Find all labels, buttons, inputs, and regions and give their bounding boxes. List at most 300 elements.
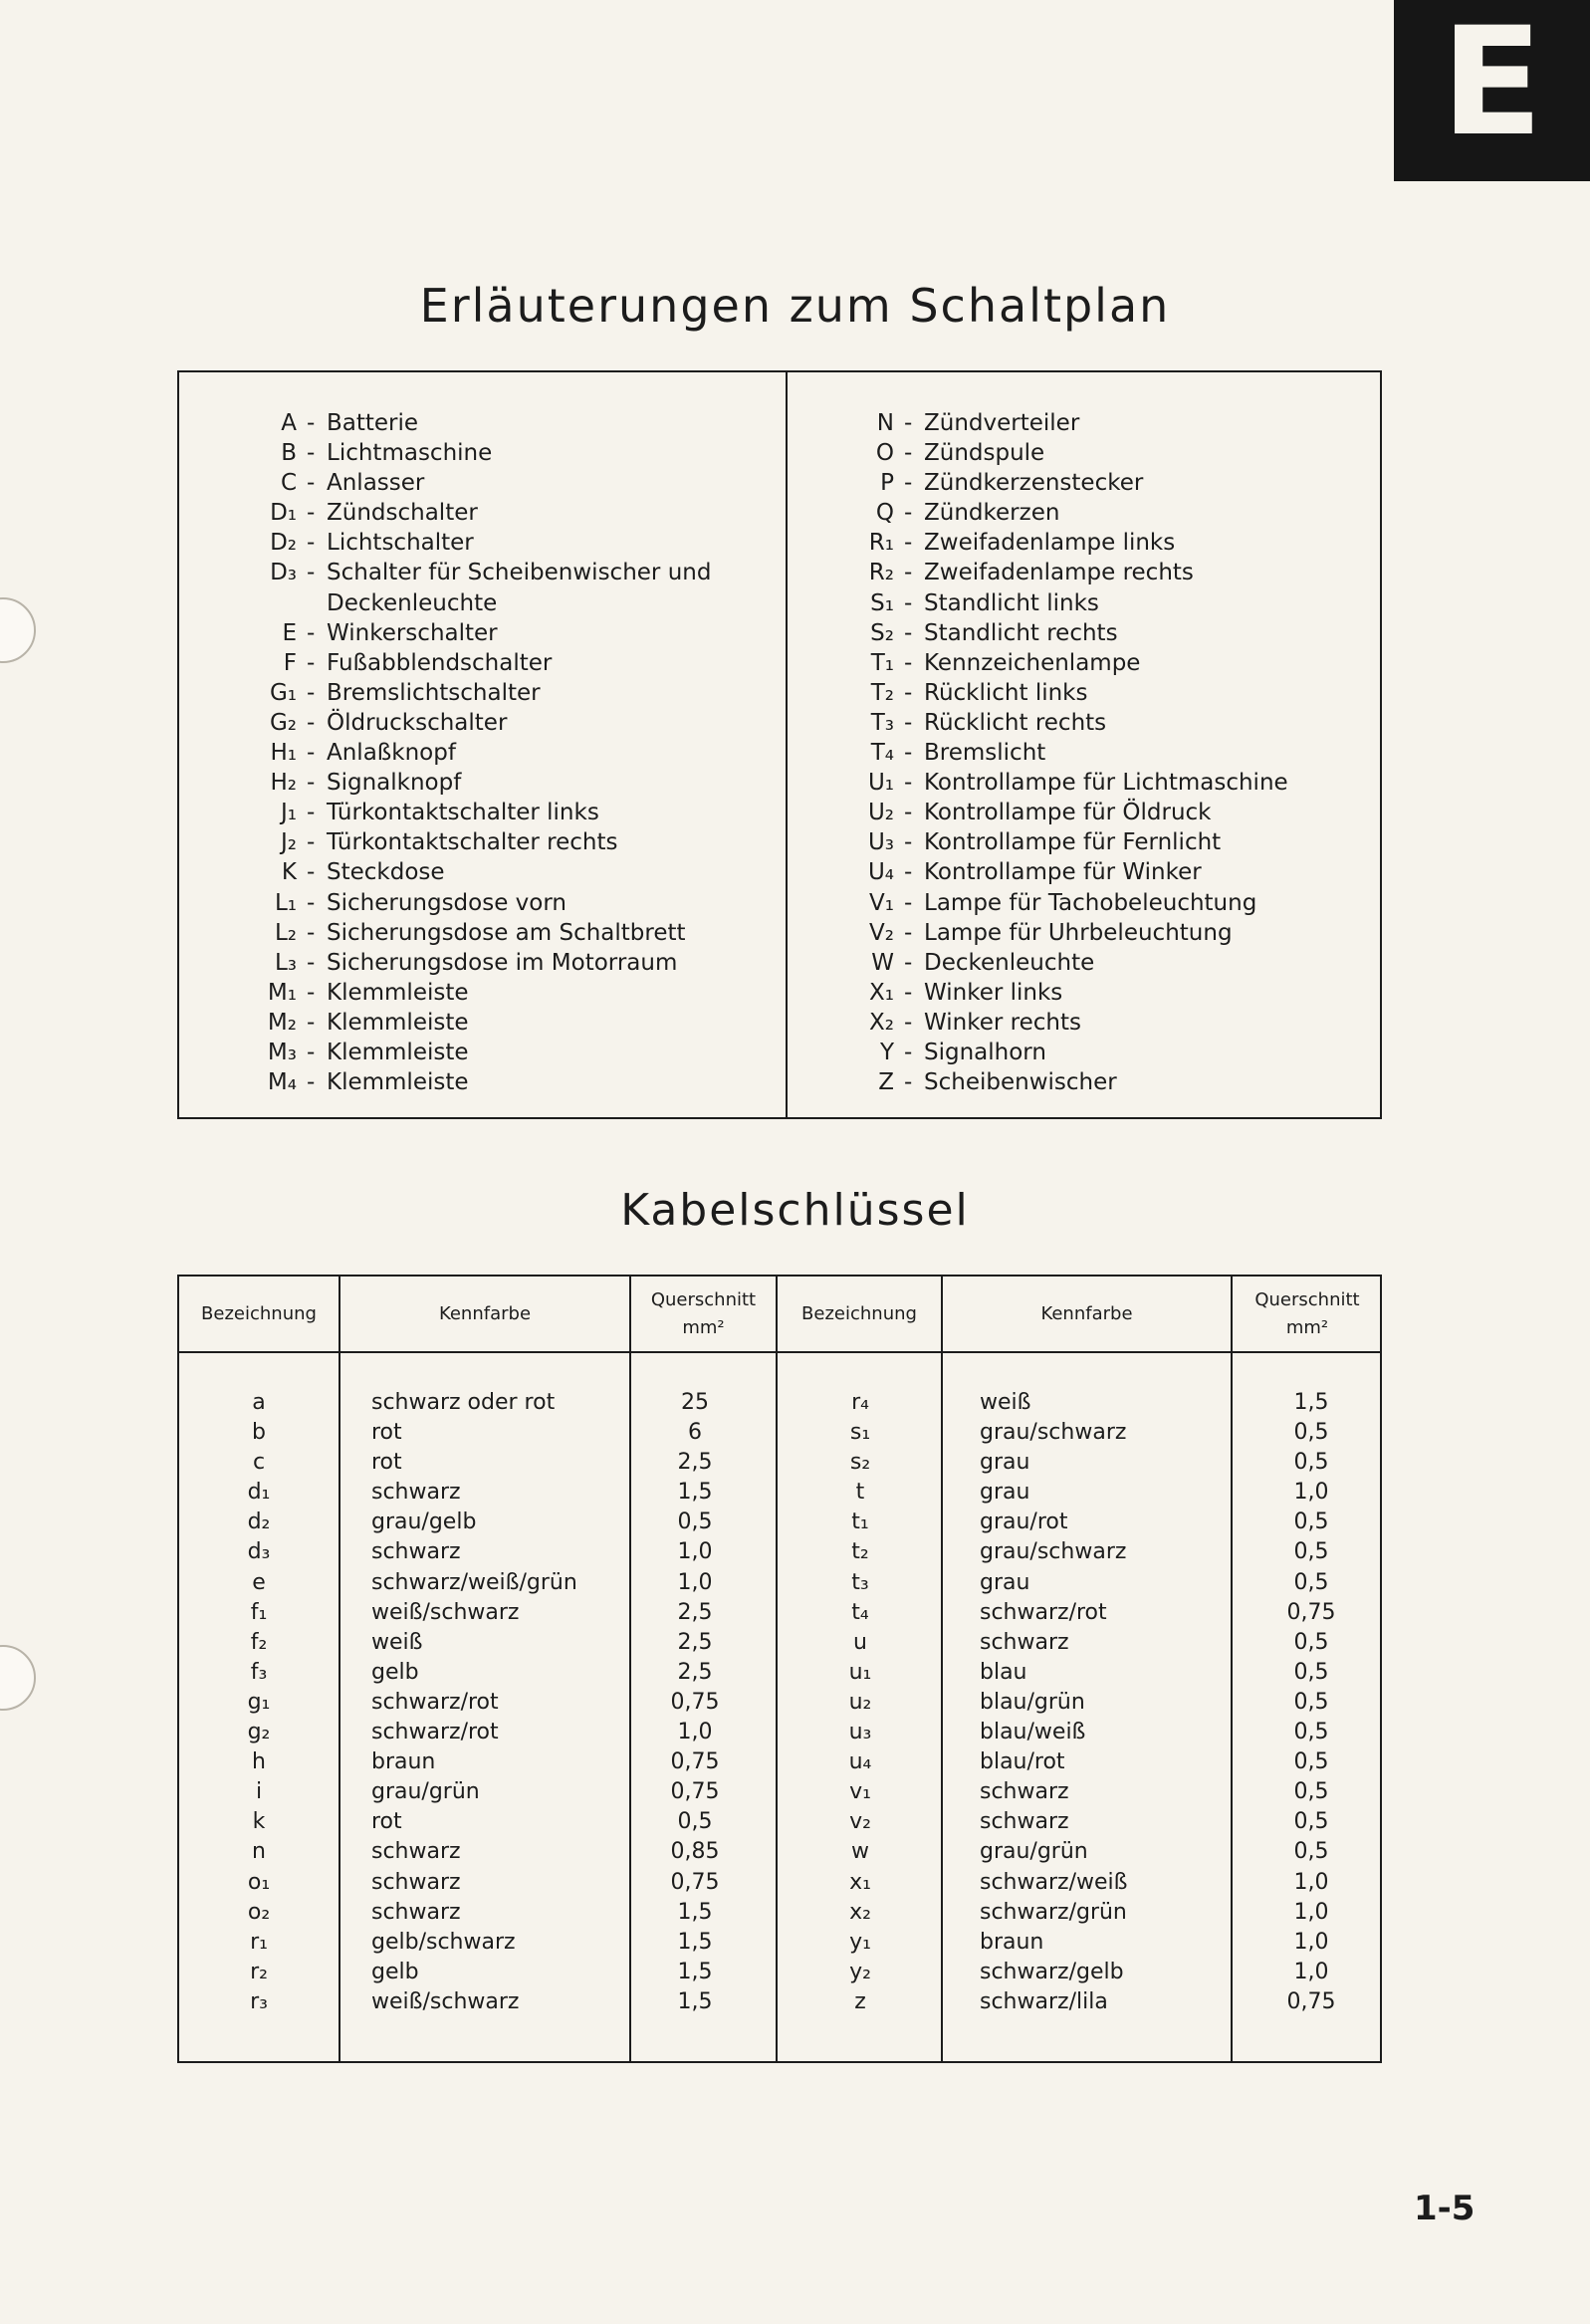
cable-cross-section: 0,5 — [1293, 1629, 1329, 1655]
cable-key-table — [177, 1275, 1382, 2063]
legend-item — [852, 857, 1370, 887]
legend-dash: - — [904, 979, 913, 1006]
cable-color: schwarz — [371, 1899, 461, 1925]
legend-code: U₄ — [867, 859, 894, 886]
cable-color: weiß/schwarz — [371, 1599, 520, 1625]
cable-designation: t — [855, 1480, 865, 1506]
legend-code: T₄ — [870, 740, 894, 767]
legend-description: Zündverteiler — [924, 410, 1080, 436]
table-row — [179, 1868, 1380, 1898]
cable-designation: x₂ — [849, 1899, 871, 1925]
legend-item — [255, 948, 753, 978]
legend-description: Deckenleuchte — [924, 949, 1095, 976]
table-row — [179, 1807, 1380, 1837]
cable-cross-section: 0,5 — [1293, 1510, 1329, 1535]
header-querschnitt-unit: mm² — [682, 1316, 725, 1338]
cable-designation: v₂ — [849, 1809, 871, 1835]
legend-dash: - — [307, 500, 316, 527]
legend-description: Kontrollampe für Öldruck — [924, 800, 1212, 826]
cable-cross-section: 0,5 — [1293, 1689, 1329, 1715]
legend-dash: - — [307, 800, 316, 826]
table-row — [179, 1958, 1380, 1987]
cable-cross-section: 0,5 — [1293, 1749, 1329, 1775]
table-row — [179, 1747, 1380, 1777]
legend-code: L₂ — [274, 919, 297, 946]
legend-description: Sicherungsdose im Motorraum — [327, 949, 678, 976]
table-row — [179, 1537, 1380, 1567]
legend-dash: - — [904, 649, 913, 676]
cable-color: schwarz/rot — [371, 1689, 499, 1715]
cable-color: schwarz/rot — [980, 1599, 1107, 1625]
legend-item — [852, 618, 1370, 648]
cable-designation: y₁ — [849, 1929, 871, 1955]
cable-designation: v₁ — [849, 1779, 871, 1805]
cable-cross-section: 1,5 — [677, 1480, 713, 1506]
cable-cross-section: 2,5 — [677, 1659, 713, 1685]
legend-dash: - — [904, 500, 913, 527]
legend-code: L₁ — [274, 889, 297, 916]
legend-item — [255, 678, 753, 708]
legend-description: Öldruckschalter — [327, 709, 508, 736]
cable-color: grau/gelb — [371, 1510, 477, 1535]
cable-color: gelb — [371, 1659, 419, 1685]
legend-code: D₂ — [270, 530, 297, 557]
cable-designation: t₁ — [851, 1510, 869, 1535]
cable-designation: f₁ — [250, 1599, 268, 1625]
table-row — [179, 1568, 1380, 1598]
table-row — [179, 1688, 1380, 1718]
legend-code: J₂ — [280, 829, 297, 856]
cable-color: blau — [980, 1659, 1027, 1685]
cable-designation: s₂ — [849, 1450, 871, 1476]
cable-designation: g₂ — [247, 1720, 271, 1745]
legend-code: U₃ — [867, 829, 894, 856]
header-querschnitt-right — [1233, 1277, 1382, 1351]
cable-cross-section: 0,75 — [670, 1869, 720, 1895]
legend-item — [255, 798, 753, 827]
legend-code: K — [281, 859, 297, 886]
header-querschnitt-label: Querschnitt — [650, 1288, 757, 1310]
legend-dash: - — [904, 889, 913, 916]
legend-code: V₁ — [869, 889, 894, 916]
legend-item — [852, 918, 1370, 948]
cable-color: grau — [980, 1569, 1030, 1595]
legend-item — [852, 888, 1370, 918]
legend-description: Türkontaktschalter links — [327, 800, 599, 826]
cable-designation: x₁ — [849, 1869, 871, 1895]
legend-item — [255, 528, 753, 558]
legend-item — [852, 438, 1370, 468]
legend-code: W — [871, 949, 894, 976]
legend-description: Klemmleiste — [327, 1009, 469, 1036]
cable-designation: d₁ — [247, 1480, 271, 1506]
legend-code: U₁ — [867, 770, 894, 797]
legend-dash: - — [307, 1039, 316, 1065]
table-row — [179, 1658, 1380, 1688]
legend-description: Kennzeichenlampe — [924, 649, 1141, 676]
legend-box — [177, 370, 1382, 1119]
legend-code: Q — [875, 500, 894, 527]
legend-description: Rücklicht rechts — [924, 709, 1107, 736]
cable-color: blau/weiß — [980, 1720, 1086, 1745]
cable-designation: k — [252, 1809, 266, 1835]
legend-dash: - — [904, 740, 913, 767]
cable-designation: o₁ — [247, 1869, 271, 1895]
legend-description: Lichtmaschine — [327, 440, 493, 467]
cable-cross-section: 1,5 — [677, 1988, 713, 2014]
cable-cross-section: 0,5 — [677, 1510, 713, 1535]
cable-cross-section: 1,0 — [677, 1569, 713, 1595]
legend-dash: - — [904, 1039, 913, 1065]
legend-description: Klemmleiste — [327, 1039, 469, 1065]
punch-hole-top — [0, 597, 36, 663]
cable-cross-section: 1,5 — [677, 1929, 713, 1955]
legend-description: Kontrollampe für Winker — [924, 859, 1202, 886]
legend-item — [255, 738, 753, 768]
legend-description: Sicherungsdose vorn — [327, 889, 567, 916]
legend-item — [852, 1038, 1370, 1067]
cable-cross-section: 0,85 — [670, 1839, 720, 1865]
cable-cross-section: 1,0 — [677, 1720, 713, 1745]
cable-designation: i — [255, 1779, 263, 1805]
legend-item — [255, 1067, 753, 1097]
cable-cross-section: 1,5 — [677, 1959, 713, 1984]
cable-designation: n — [252, 1839, 266, 1865]
legend-code: M₄ — [267, 1069, 297, 1096]
table-row — [179, 1418, 1380, 1448]
cable-designation: g₁ — [247, 1689, 271, 1715]
legend-description: Zündschalter — [327, 500, 478, 527]
cable-designation: r₄ — [851, 1390, 869, 1415]
legend-column-left — [255, 408, 753, 1097]
legend-description: Türkontaktschalter rechts — [327, 829, 618, 856]
cable-cross-section: 0,75 — [670, 1779, 720, 1805]
page-number: 1-5 — [1414, 2189, 1476, 2228]
legend-code: L₃ — [274, 949, 297, 976]
legend-code: S₂ — [870, 619, 894, 646]
cable-color: schwarz/lila — [980, 1988, 1108, 2014]
legend-description: Lampe für Tachobeleuchtung — [924, 889, 1257, 916]
legend-code: G₂ — [269, 709, 297, 736]
legend-item — [255, 978, 753, 1008]
legend-dash: - — [307, 440, 316, 467]
cable-color: schwarz/gelb — [980, 1959, 1124, 1984]
cable-cross-section: 0,5 — [1293, 1569, 1329, 1595]
legend-dash: - — [904, 410, 913, 436]
legend-dash: - — [307, 949, 316, 976]
cable-cross-section: 2,5 — [677, 1599, 713, 1625]
legend-code: Y — [879, 1039, 894, 1065]
cable-cross-section: 1,0 — [1293, 1929, 1329, 1955]
table-row — [179, 1478, 1380, 1508]
cable-designation: t₄ — [851, 1599, 869, 1625]
cable-designation: d₃ — [247, 1539, 271, 1565]
legend-code: D₃ — [270, 560, 297, 586]
legend-dash: - — [307, 530, 316, 557]
legend-description: Schalter für Scheibenwischer und Deckenleuchte — [327, 560, 712, 616]
header-bezeichnung-right: Bezeichnung — [801, 1302, 917, 1324]
legend-dash: - — [307, 979, 316, 1006]
cable-designation: r₃ — [250, 1988, 268, 2014]
legend-code: M₃ — [267, 1039, 297, 1065]
legend-description: Zweifadenlampe links — [924, 530, 1176, 557]
legend-dash: - — [904, 679, 913, 706]
cable-designation: u₃ — [848, 1720, 872, 1745]
cable-designation: d₂ — [247, 1510, 271, 1535]
legend-code: C — [280, 470, 297, 497]
table-row — [179, 1448, 1380, 1478]
cable-designation: u₂ — [848, 1689, 872, 1715]
cable-color: grau/rot — [980, 1510, 1068, 1535]
legend-dash: - — [307, 770, 316, 797]
cable-color: rot — [371, 1809, 402, 1835]
legend-code: B — [281, 440, 297, 467]
cable-color: blau/grün — [980, 1689, 1085, 1715]
legend-description: Zündkerzenstecker — [924, 470, 1144, 497]
cable-color: grau — [980, 1480, 1030, 1506]
cable-color: schwarz/weiß — [980, 1869, 1128, 1895]
legend-description: Bremslicht — [924, 740, 1046, 767]
table-row — [179, 1898, 1380, 1928]
legend-item — [852, 678, 1370, 708]
header-querschnitt-unit: mm² — [1285, 1316, 1329, 1338]
legend-item — [255, 1008, 753, 1038]
cable-color: schwarz — [371, 1480, 461, 1506]
legend-description: Zündkerzen — [924, 500, 1060, 527]
cable-designation: t₃ — [851, 1569, 869, 1595]
legend-item — [255, 468, 753, 498]
legend-description: Zweifadenlampe rechts — [924, 560, 1194, 586]
cable-cross-section: 0,5 — [677, 1809, 713, 1835]
header-rule — [179, 1351, 1380, 1353]
legend-item — [255, 827, 753, 857]
legend-code: X₂ — [869, 1009, 894, 1036]
cable-cross-section: 0,5 — [1293, 1809, 1329, 1835]
cable-color: grau/schwarz — [980, 1539, 1127, 1565]
legend-description: Klemmleiste — [327, 979, 469, 1006]
legend-code: V₂ — [869, 919, 894, 946]
legend-description: Scheibenwischer — [924, 1069, 1117, 1096]
legend-dash: - — [904, 859, 913, 886]
legend-dash: - — [307, 740, 316, 767]
legend-divider — [786, 372, 788, 1117]
legend-description: Sicherungsdose am Schaltbrett — [327, 919, 686, 946]
cable-cross-section: 0,5 — [1293, 1720, 1329, 1745]
cable-color: schwarz/grün — [980, 1899, 1127, 1925]
legend-dash: - — [307, 560, 316, 586]
cable-rows — [179, 1388, 1380, 2017]
cable-color: schwarz — [980, 1779, 1069, 1805]
table-row — [179, 1388, 1380, 1418]
cable-key-title: Kabelschlüssel — [620, 1185, 970, 1236]
cable-color: grau/schwarz — [980, 1420, 1127, 1446]
header-kennfarbe-left: Kennfarbe — [438, 1302, 532, 1324]
cable-cross-section: 0,5 — [1293, 1659, 1329, 1685]
legend-code: N — [876, 410, 894, 436]
cable-designation: u₄ — [848, 1749, 872, 1775]
legend-item — [255, 438, 753, 468]
cable-designation: a — [252, 1390, 266, 1415]
cable-color: schwarz/rot — [371, 1720, 499, 1745]
legend-dash: - — [904, 919, 913, 946]
legend-dash: - — [904, 560, 913, 586]
legend-description: Signalhorn — [924, 1039, 1046, 1065]
legend-code: S₁ — [870, 589, 894, 616]
cable-color: grau/grün — [980, 1839, 1088, 1865]
legend-description: Rücklicht links — [924, 679, 1088, 706]
cable-designation: c — [252, 1450, 266, 1476]
header-kennfarbe-right: Kennfarbe — [1040, 1302, 1133, 1324]
legend-item — [852, 498, 1370, 528]
punch-hole-bottom — [0, 1645, 36, 1711]
cable-designation: t₂ — [851, 1539, 869, 1565]
legend-code: A — [281, 410, 297, 436]
cable-designation: r₂ — [250, 1959, 268, 1984]
table-row — [179, 1508, 1380, 1537]
legend-item — [852, 978, 1370, 1008]
cable-color: schwarz — [980, 1629, 1069, 1655]
legend-description: Anlaßknopf — [327, 740, 456, 767]
cable-color: braun — [980, 1929, 1044, 1955]
cable-cross-section: 1,5 — [677, 1899, 713, 1925]
legend-item — [852, 468, 1370, 498]
table-row — [179, 1837, 1380, 1867]
table-row — [179, 1598, 1380, 1628]
legend-item — [255, 768, 753, 798]
legend-dash: - — [904, 770, 913, 797]
cable-cross-section: 2,5 — [677, 1450, 713, 1476]
legend-item — [255, 408, 753, 438]
legend-code: T₂ — [870, 679, 894, 706]
legend-dash: - — [904, 709, 913, 736]
legend-description: Lampe für Uhrbeleuchtung — [924, 919, 1233, 946]
header-querschnitt-label: Querschnitt — [1254, 1288, 1360, 1310]
legend-item — [852, 588, 1370, 618]
legend-dash: - — [307, 859, 316, 886]
cable-cross-section: 1,0 — [1293, 1959, 1329, 1984]
cable-color: weiß/schwarz — [371, 1988, 520, 2014]
cable-designation: f₃ — [250, 1659, 268, 1685]
legend-dash: - — [307, 889, 316, 916]
cable-cross-section: 0,5 — [1293, 1779, 1329, 1805]
legend-item — [852, 738, 1370, 768]
legend-dash: - — [307, 649, 316, 676]
legend-description: Winkerschalter — [327, 619, 498, 646]
cable-color: schwarz oder rot — [371, 1390, 556, 1415]
legend-item — [255, 857, 753, 887]
legend-description: Batterie — [327, 410, 419, 436]
cable-designation: h — [252, 1749, 266, 1775]
legend-code: G₁ — [269, 679, 297, 706]
legend-code: Z — [878, 1069, 894, 1096]
legend-item — [255, 618, 753, 648]
legend-code: H₁ — [270, 740, 297, 767]
cable-cross-section: 0,75 — [1286, 1599, 1336, 1625]
legend-dash: - — [904, 440, 913, 467]
legend-dash: - — [307, 919, 316, 946]
section-tab-letter: E — [1441, 0, 1543, 169]
cable-cross-section: 25 — [681, 1390, 709, 1415]
legend-item — [852, 1008, 1370, 1038]
legend-item — [852, 827, 1370, 857]
legend-description: Klemmleiste — [327, 1069, 469, 1096]
legend-dash: - — [904, 829, 913, 856]
legend-item — [852, 1067, 1370, 1097]
legend-dash: - — [307, 410, 316, 436]
legend-column-right — [852, 408, 1370, 1097]
header-bezeichnung-left: Bezeichnung — [201, 1302, 317, 1324]
legend-item — [255, 888, 753, 918]
cable-designation: y₂ — [849, 1959, 871, 1984]
cable-designation: b — [252, 1420, 266, 1446]
legend-item — [852, 948, 1370, 978]
legend-code: E — [282, 619, 297, 646]
legend-dash: - — [904, 800, 913, 826]
cable-cross-section: 1,0 — [1293, 1480, 1329, 1506]
cable-cross-section: 0,75 — [670, 1749, 720, 1775]
header-querschnitt-left — [631, 1277, 776, 1351]
legend-item — [852, 558, 1370, 587]
legend-item — [852, 708, 1370, 738]
legend-code: T₃ — [870, 709, 894, 736]
legend-description: Standlicht rechts — [924, 619, 1118, 646]
cable-color: weiß — [980, 1390, 1031, 1415]
section-tab — [1394, 0, 1590, 181]
legend-item — [852, 528, 1370, 558]
cable-designation: w — [851, 1839, 869, 1865]
legend-title: Erläuterungen zum Schaltplan — [419, 279, 1171, 333]
cable-color: rot — [371, 1420, 402, 1446]
cable-color: schwarz — [371, 1839, 461, 1865]
legend-dash: - — [307, 709, 316, 736]
legend-description: Winker rechts — [924, 1009, 1081, 1036]
legend-dash: - — [904, 1009, 913, 1036]
legend-code: F — [283, 649, 297, 676]
legend-dash: - — [307, 829, 316, 856]
cable-designation: s₁ — [849, 1420, 871, 1446]
cable-cross-section: 1,5 — [1293, 1390, 1329, 1415]
legend-description: Bremslichtschalter — [327, 679, 541, 706]
legend-code: H₂ — [270, 770, 297, 797]
legend-description: Winker links — [924, 979, 1063, 1006]
cable-cross-section: 0,75 — [1286, 1988, 1336, 2014]
legend-code: D₁ — [270, 500, 297, 527]
legend-code: X₁ — [869, 979, 894, 1006]
cable-color: grau/grün — [371, 1779, 480, 1805]
table-row — [179, 1928, 1380, 1958]
legend-dash: - — [904, 530, 913, 557]
cable-cross-section: 0,5 — [1293, 1539, 1329, 1565]
cable-color: blau/rot — [980, 1749, 1065, 1775]
legend-dash: - — [904, 470, 913, 497]
cable-color: schwarz — [371, 1539, 461, 1565]
legend-description: Zündspule — [924, 440, 1045, 467]
cable-color: schwarz — [371, 1869, 461, 1895]
cable-designation: o₂ — [247, 1899, 271, 1925]
legend-item — [852, 408, 1370, 438]
cable-cross-section: 1,0 — [677, 1539, 713, 1565]
legend-dash: - — [307, 1069, 316, 1096]
legend-description: Kontrollampe für Fernlicht — [924, 829, 1222, 856]
legend-item — [852, 798, 1370, 827]
cable-designation: f₂ — [250, 1629, 268, 1655]
cable-designation: z — [854, 1988, 866, 2014]
legend-description: Steckdose — [327, 859, 445, 886]
cable-color: schwarz/weiß/grün — [371, 1569, 577, 1595]
legend-dash: - — [904, 949, 913, 976]
legend-code: R₁ — [868, 530, 894, 557]
legend-dash: - — [307, 470, 316, 497]
